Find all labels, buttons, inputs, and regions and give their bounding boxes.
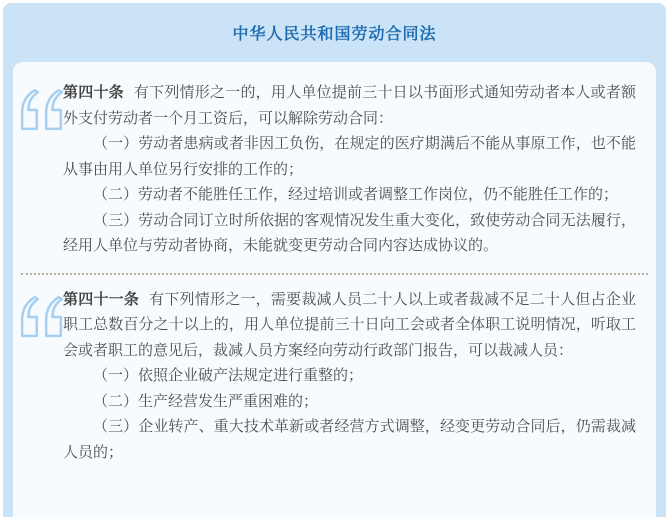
articles-card bbox=[13, 62, 656, 517]
article-block-41 bbox=[13, 275, 656, 476]
article-intro-text: 有下列情形之一的，用人单位提前三十日以书面形式通知劳动者本人或者额外支付劳动者一个月工资后，可以解除劳动合同： bbox=[63, 84, 636, 127]
article-number: 第四十一条 bbox=[63, 290, 140, 308]
panel-header bbox=[3, 3, 666, 62]
law-panel bbox=[3, 3, 666, 517]
article-number: 第四十条 bbox=[63, 84, 124, 101]
article-item: （三）企业转产、重大技术革新或者经营方式调整，经变更劳动合同后，仍需裁减人员的； bbox=[63, 418, 636, 461]
article-item: （二）劳动者不能胜任工作，经过培训或者调整工作岗位，仍不能胜任工作的； bbox=[93, 186, 619, 203]
article-intro-text: 有下列情形之一，需要裁减人员二十人以上或者裁减不足二十人但占企业职工总数百分之十以上的，用人单位提前三十日向工会或者全体职工说明情况，听取工会或者职工的意见后，裁减人员方案经向劳动行政部门报告，可以裁减人员： bbox=[63, 290, 636, 359]
article-text bbox=[63, 80, 636, 259]
article-item: （一）依照企业破产法规定进行重整的； bbox=[93, 367, 364, 384]
page-title: 中华人民共和国劳动合同法 bbox=[232, 26, 437, 43]
article-block-40 bbox=[13, 68, 656, 269]
article-item: （三）劳动合同订立时所依据的客观情况发生重大变化，致使劳动合同无法履行，经用人单位与劳动者协商，未能就变更劳动合同内容达成协议的。 bbox=[63, 211, 636, 254]
quote-open-icon bbox=[19, 88, 65, 132]
article-item: （二）生产经营发生严重困难的； bbox=[93, 392, 319, 410]
quote-open-icon bbox=[19, 295, 65, 339]
article-item: （一）劳动者患病或者非因工负伤，在规定的医疗期满后不能从事原工作，也不能从事由用人单位另行安排的工作的； bbox=[63, 135, 636, 178]
article-intro bbox=[63, 287, 636, 364]
article-text bbox=[63, 287, 636, 466]
article-intro bbox=[63, 80, 636, 131]
